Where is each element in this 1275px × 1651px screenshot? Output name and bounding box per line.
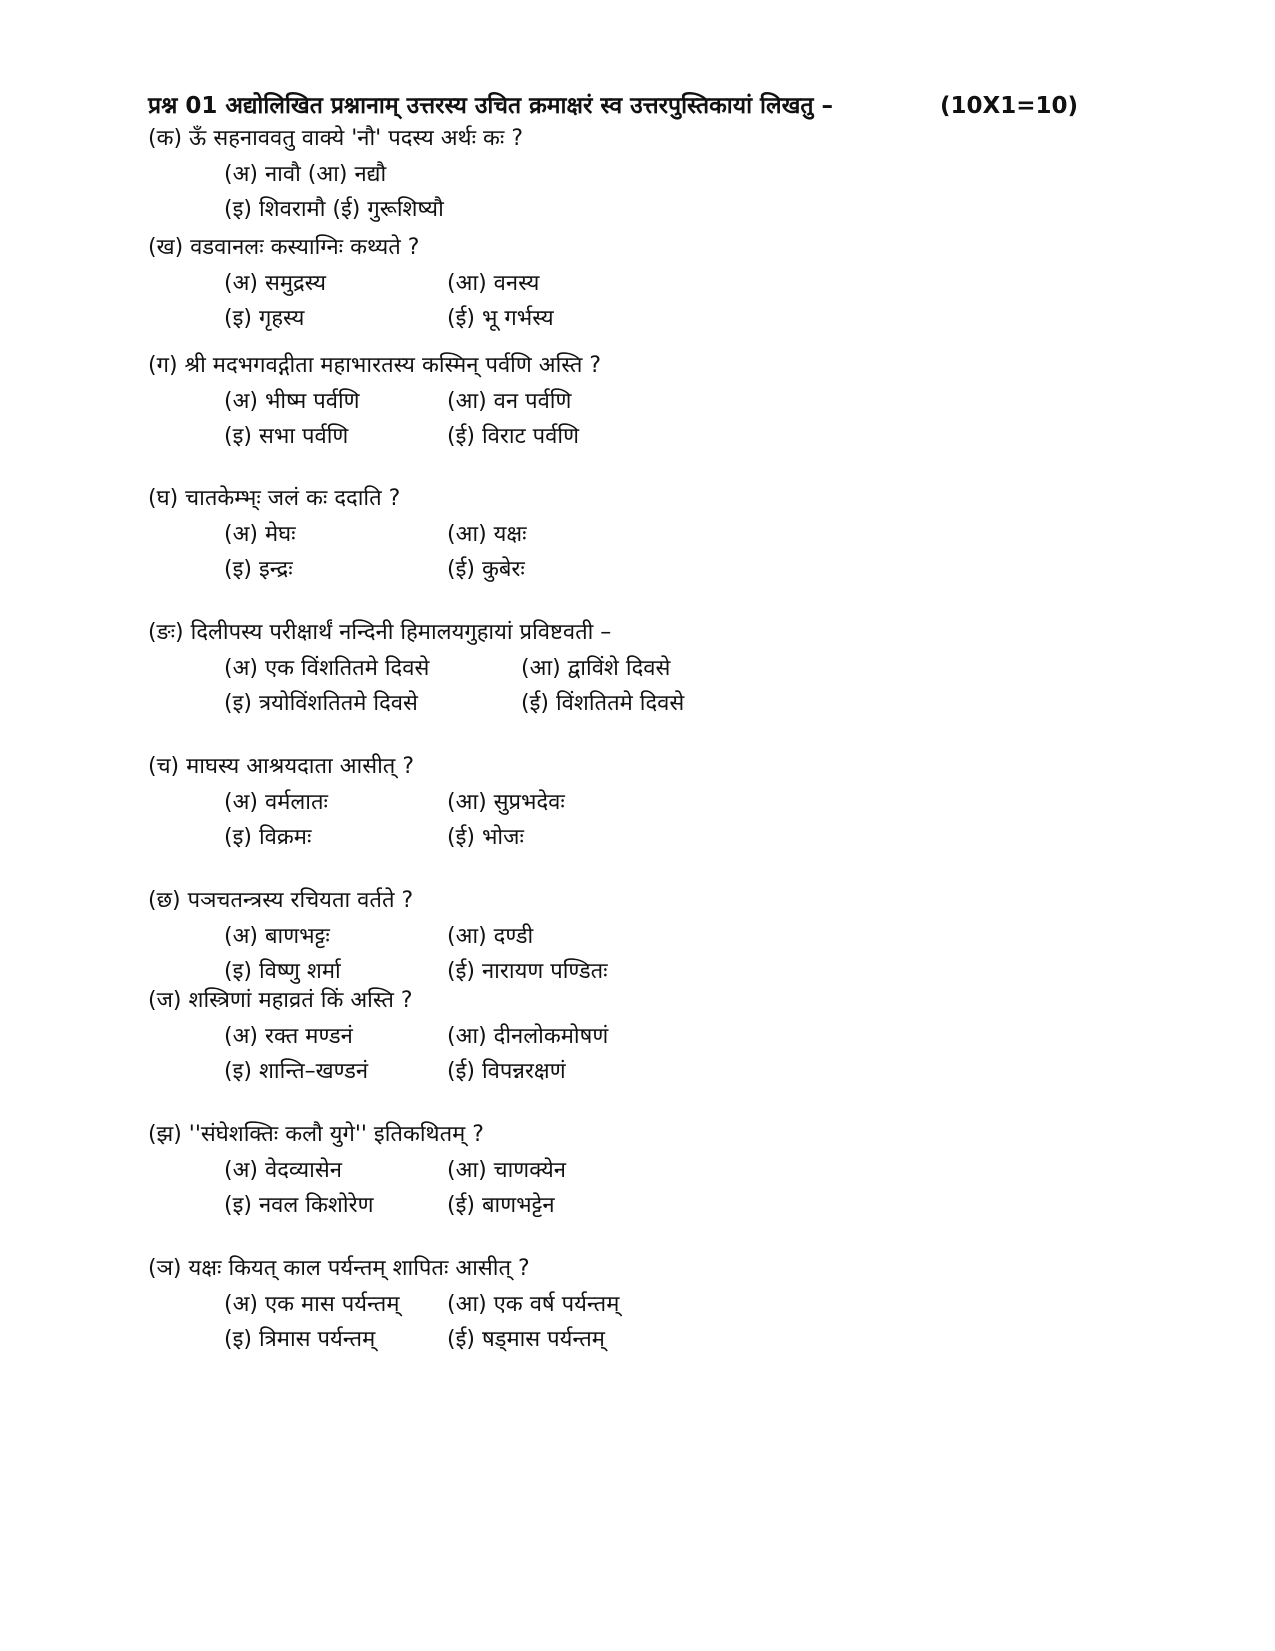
options-row-2 [148,1322,1148,1357]
option-aa: (आ) दण्डी [447,924,534,949]
question-text: (घ) चातकेम्भ्ः जलं कः ददाति ? [148,486,401,511]
option-ii: (ई) भू गर्भस्य [447,306,554,331]
options-row-2 [148,820,1148,855]
option-i: (इ) इन्द्रः [224,557,293,582]
options-row-2 [148,552,1148,587]
option-aa: (आ) दीनलोकमोषणं [447,1024,609,1049]
option-pair: (इ) शिवरामौ (ई) गुरूशिष्यौ [224,197,444,222]
options-row-1 [148,1019,1148,1054]
options-row-1 [148,651,1148,686]
option-a: (अ) भीष्म पर्वणि [224,389,360,414]
question-ka [148,121,1148,227]
options-row-1 [148,1153,1148,1188]
question-text: (च) माघस्य आश्रयदाता आसीत् ? [148,754,414,779]
question-cha [148,749,1148,855]
option-i: (इ) त्रिमास पर्यन्तम् [224,1327,376,1352]
question-kha [148,230,1148,336]
question-ga [148,348,1148,454]
options-row-1 [148,157,1148,192]
options-row-1 [148,785,1148,820]
option-aa: (आ) सुप्रभदेवः [447,790,565,815]
option-ii: (ई) नारायण पण्डितः [447,959,608,984]
question-instruction: प्रश्न 01 अद्योलिखित प्रश्नानाम् उत्तरस्य उचित क्रमाक्षरं स्व उत्तरपुस्तिकायां लिखतु – [148,93,834,119]
option-aa: (आ) द्वाविंशे दिवसे [521,656,671,681]
option-i: (इ) नवल किशोरेण [224,1193,374,1218]
option-i: (इ) सभा पर्वणि [224,424,349,449]
question-header [148,88,1078,124]
option-i: (इ) त्रयोविंशतितमे दिवसे [224,691,418,716]
option-ii: (ई) विपन्नरक्षणं [447,1059,566,1084]
option-a: (अ) वर्मलातः [224,790,328,815]
question-text: (ख) वडवानलः कस्याग्निः कथ्यते ? [148,235,420,260]
option-aa: (आ) यक्षः [447,522,527,547]
option-aa: (आ) चाणक्येन [447,1158,566,1183]
option-ii: (ई) षड्मास पर्यन्तम् [447,1327,605,1352]
question-nga [148,615,1148,721]
option-a: (अ) समुद्रस्य [224,271,326,296]
option-ii: (ई) विराट पर्वणि [447,424,580,449]
option-i: (इ) विष्णु शर्मा [224,959,341,984]
option-a: (अ) रक्त मण्डनं [224,1024,353,1049]
option-a: (अ) एक मास पर्यन्तम् [224,1292,400,1317]
option-aa: (आ) एक वर्ष पर्यन्तम् [447,1292,620,1317]
option-ii: (ई) भोजः [447,825,524,850]
question-nya [148,1251,1148,1357]
question-text: (क) ऊँ सहनाववतु वाक्ये 'नौ' पदस्य अर्थः कः ? [148,126,524,151]
question-text: (छ) पञचतन्त्रस्य रचियता वर्तते ? [148,888,414,913]
question-gha [148,481,1148,587]
option-a: (अ) बाणभट्टः [224,924,330,949]
option-i: (इ) गृहस्य [224,306,305,331]
options-row-1 [148,517,1148,552]
option-i: (इ) विक्रमः [224,825,312,850]
options-row-2 [148,1188,1148,1223]
question-ja [148,983,1148,1089]
option-ii: (ई) कुबेरः [447,557,525,582]
option-a: (अ) मेघः [224,522,296,547]
options-row-1 [148,919,1148,954]
question-text: (झ) ''संघेशक्तिः कलौ युगे'' इतिकथितम् ? [148,1122,484,1147]
question-text: (ज) शस्त्रिणां महाव्रतं किं अस्ति ? [148,988,413,1013]
option-ii: (ई) विंशतितमे दिवसे [521,691,685,716]
options-row-1 [148,384,1148,419]
options-row-2 [148,192,1148,227]
options-row-2 [148,1054,1148,1089]
option-aa: (आ) वन पर्वणि [447,389,572,414]
option-a: (अ) एक विंशतितमे दिवसे [224,656,430,681]
option-ii: (ई) बाणभट्टेन [447,1193,555,1218]
question-text: (ञ) यक्षः कियत् काल पर्यन्तम् शापितः आसीत् ? [148,1256,530,1281]
options-row-2 [148,419,1148,454]
options-row-1 [148,266,1148,301]
options-row-2 [148,301,1148,336]
question-jha [148,1117,1148,1223]
question-text: (ङः) दिलीपस्य परीक्षार्थं नन्दिनी हिमालयगुहायां प्रविष्टवती – [148,620,612,645]
marks-allocation: (10X1=10) [939,93,1078,119]
question-text: (ग) श्री मदभगवद्गीता महाभारतस्य कस्मिन् पर्वणि अस्ति ? [148,353,602,378]
option-i: (इ) शान्ति–खण्डनं [224,1059,369,1084]
option-aa: (आ) वनस्य [447,271,540,296]
option-pair: (अ) नावौ (आ) नद्यौ [224,162,387,187]
question-chha [148,883,1148,989]
option-a: (अ) वेदव्यासेन [224,1158,342,1183]
options-row-1 [148,1287,1148,1322]
options-row-2 [148,686,1148,721]
